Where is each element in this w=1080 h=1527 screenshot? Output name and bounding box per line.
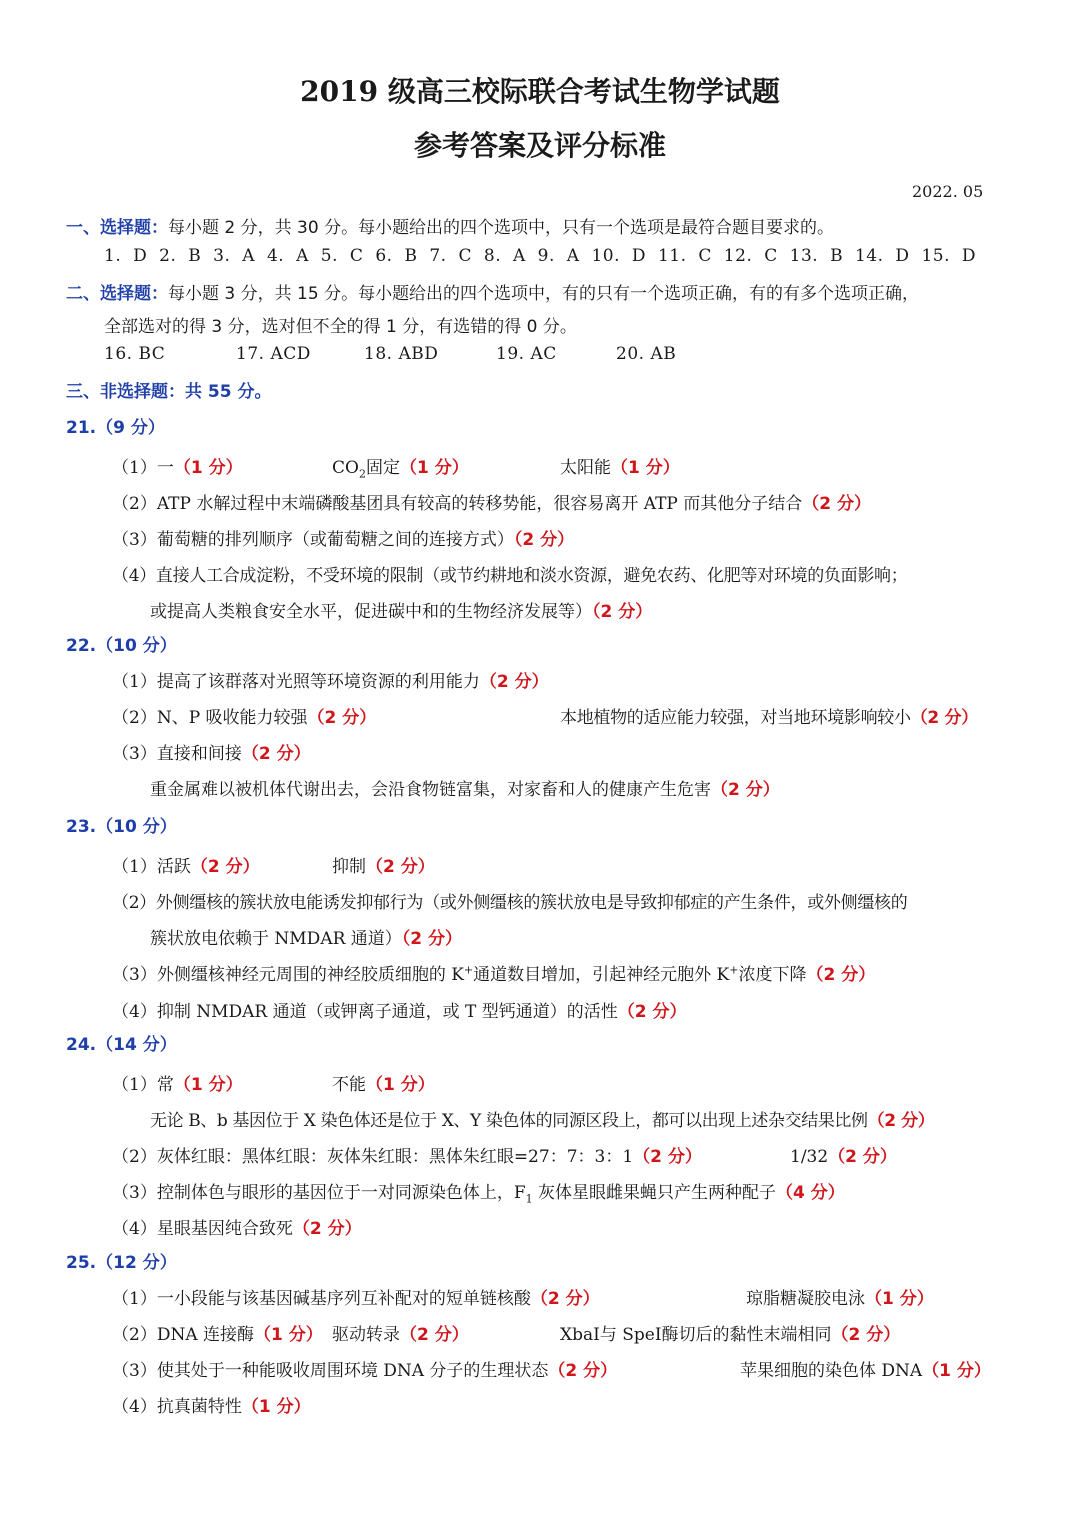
q25-part2-answer: （2）DNA 连接酶（1 分） [112, 1325, 323, 1345]
q25-part2-answer: 驱动转录（2 分） [332, 1325, 469, 1345]
q24-part2-answer: 1/32（2 分） [790, 1147, 897, 1167]
score: （1 分） [173, 1075, 243, 1095]
section-2-answer: 18. ABD [364, 344, 439, 364]
score: （1 分） [366, 1075, 435, 1095]
question-21-number: 21.（9 分） [66, 418, 165, 438]
q21-part4-answer: （4）直接人工合成淀粉，不受环境的限制（或节约耕地和淡水资源，避免农药、化肥等对环境的负面影响； [112, 566, 908, 586]
doc-title-line2: 参考答案及评分标准 [413, 129, 666, 162]
q24-part3-answer: （3）控制体色与眼形的基因位于一对同源染色体上，$F_1$ 灰体星眼雌果蝇只产生两种配子（4 分） [112, 1183, 845, 1206]
score: （2 分） [802, 494, 872, 514]
q24-part1-answer-cont: 无论 B、b 基因位于 X 染色体还是位于 X、Y 染色体的同源区段上，都可以出现上述杂交结果比例（2 分） [150, 1111, 935, 1131]
q23-part4-answer: （4）抑制 NMDAR 通道（或钾离子通道，或 T 型钙通道）的活性（2 分） [112, 1002, 687, 1022]
score: （1 分） [241, 1397, 311, 1417]
q25-part1-answer: （1）一小段能与该基因碱基序列互补配对的短单链核酸（2 分） [112, 1289, 600, 1309]
q21-part1-answer: 太阳能（1 分） [560, 458, 680, 478]
q24-part2-answer: （2）灰体红眼：黑体红眼：灰体朱红眼：黑体朱红眼=27：7：3：1（2 分） [112, 1147, 702, 1167]
score: （2 分） [530, 1289, 600, 1309]
question-23-number: 23.（10 分） [66, 817, 177, 837]
score: （2 分） [828, 1147, 897, 1167]
section-3-header [66, 377, 272, 402]
q21-part3-answer: （3）葡萄糖的排列顺序（或葡萄糖之间的连接方式）（2 分） [112, 530, 575, 550]
q21-part2-answer: （2）ATP 水解过程中末端磷酸基团具有较高的转移势能，很容易离开 ATP 而其他分子结合（2 分） [112, 494, 872, 514]
score: （2 分） [806, 965, 876, 985]
score: （2 分） [548, 1361, 618, 1381]
section-2-text1: 每小题 3 分，共 15 分。每小题给出的四个选项中，有的只有一个选项正确，有的有多个选项正确， [168, 284, 920, 304]
score: （2 分） [190, 857, 260, 877]
doc-title-line1: 2019 级高三校际联合考试生物学试题 [300, 75, 780, 108]
section-3-label: 三、非选择题：共 55 分。 [66, 382, 272, 402]
doc-date: 2022. 05 [912, 182, 984, 201]
score: （1 分） [922, 1361, 991, 1381]
q21-part1-answer: $CO_2$固定（1 分） [332, 458, 469, 481]
score: （2 分） [241, 744, 311, 764]
score: （2 分） [307, 708, 377, 728]
score: （2 分） [366, 857, 435, 877]
section-2-answer: 16. BC [104, 344, 166, 364]
section-2-header [66, 279, 919, 304]
question-25-number: 25.（12 分） [66, 1253, 177, 1273]
q25-part2-answer: XbaⅠ与 SpeⅠ酶切后的黏性末端相同（2 分） [560, 1325, 901, 1345]
section-2-label: 二、选择题： [66, 284, 168, 304]
score: （2 分） [633, 1147, 702, 1167]
score: （1 分） [611, 458, 680, 478]
q22-part2-answer: （2）N、P 吸收能力较强（2 分） [112, 708, 377, 728]
score: （2 分） [513, 530, 575, 550]
score: （2 分） [592, 602, 653, 622]
q24-part1-answer: 不能（1 分） [332, 1075, 435, 1095]
score: （2 分） [831, 1325, 901, 1345]
score: （2 分） [910, 708, 978, 728]
section-2-answer: 20. AB [616, 344, 677, 364]
q23-part1-answer: （1）活跃（2 分） [112, 857, 260, 877]
q24-part4-answer: （4）星眼基因纯合致死（2 分） [112, 1219, 362, 1239]
q24-part1-answer: （1）常（1 分） [112, 1075, 243, 1095]
q25-part1-answer: 琼脂糖凝胶电泳（1 分） [746, 1289, 934, 1309]
section-2-answer: 19. AC [496, 344, 557, 364]
question-24-number: 24.（14 分） [66, 1035, 177, 1055]
section-1-header [66, 213, 834, 238]
q25-part4-answer: （4）抗真菌特性（1 分） [112, 1397, 311, 1417]
score: （1 分） [254, 1325, 323, 1345]
score: （2 分） [617, 1002, 687, 1022]
q23-part2-answer: （2）外侧缰核的簇状放电能诱发抑郁行为（或外侧缰核的簇状放电是导致抑郁症的产生条件，或外侧缰核的 [112, 893, 908, 913]
section-1-answers: 1. D 2. B 3. A 4. A 5. C 6. B 7. C 8. A 9. A 10. D 11. C 12. C 13. B 14. D 15. D [104, 246, 977, 266]
q25-part3-answer: 苹果细胞的染色体 DNA（1 分） [740, 1361, 991, 1381]
q21-part4-answer-cont: 或提高人类粮食安全水平，促进碳中和的生物经济发展等）（2 分） [150, 602, 653, 622]
score: （1 分） [399, 458, 469, 478]
section-2-answer: 17. ACD [236, 344, 311, 364]
score: （2 分） [401, 929, 463, 949]
score: （2 分） [867, 1111, 935, 1131]
score: （1 分） [173, 458, 243, 478]
q23-part1-answer: 抑制（2 分） [332, 857, 435, 877]
q23-part3-answer: （3）外侧缰核神经元周围的神经胶质细胞的 K+通道数目增加，引起神经元胞外 K+浓度下降（2 分） [112, 963, 876, 985]
q22-part3-answer-cont: 重金属难以被机体代谢出去，会沿食物链富集，对家畜和人的健康产生危害（2 分） [150, 780, 780, 800]
section-1-text: 每小题 2 分，共 30 分。每小题给出的四个选项中，只有一个选项是最符合题目要求的。 [168, 218, 835, 238]
q22-part3-answer: （3）直接和间接（2 分） [112, 744, 311, 764]
q22-part1-answer: （1）提高了该群落对光照等环境资源的利用能力（2 分） [112, 672, 549, 692]
score: （2 分） [292, 1219, 362, 1239]
score: （2 分） [400, 1325, 469, 1345]
score: （2 分） [711, 780, 780, 800]
q23-part2-answer-cont: 簇状放电依赖于 NMDAR 通道）（2 分） [150, 929, 463, 949]
score: （4 分） [776, 1183, 845, 1203]
score: （1 分） [865, 1289, 934, 1309]
q21-part1-answer: （1）一（1 分） [112, 458, 243, 478]
q22-part2-answer: 本地植物的适应能力较强，对当地环境影响较小（2 分） [560, 708, 978, 728]
q25-part3-answer: （3）使其处于一种能吸收周围环境 DNA 分子的生理状态（2 分） [112, 1361, 618, 1381]
score: （2 分） [479, 672, 549, 692]
section-2-text2: 全部选对的得 3 分，选对但不全的得 1 分，有选错的得 0 分。 [104, 317, 577, 337]
question-22-number: 22.（10 分） [66, 636, 177, 656]
section-1-label: 一、选择题： [66, 218, 168, 238]
